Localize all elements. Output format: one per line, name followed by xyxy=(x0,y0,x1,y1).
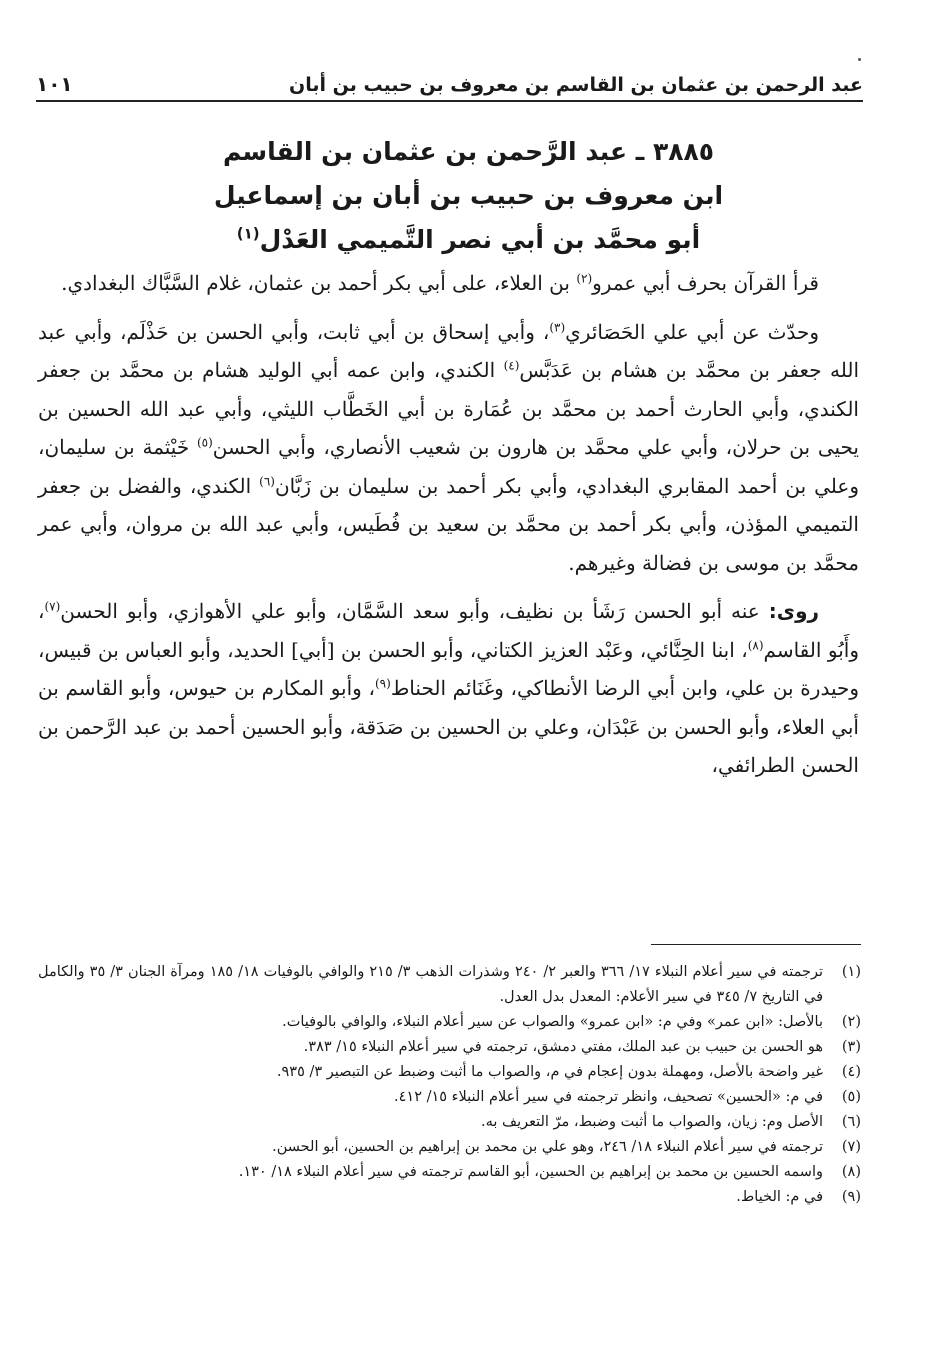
p3-text-a: عنه أبو الحسن رَشَأ بن نظيف، وأبو سعد السَّمَّان، وأبو علي الأهوازي، وأبو الحسن xyxy=(60,599,769,623)
p2-text-a: وحدّث عن أبي علي الحَصَائري xyxy=(565,319,819,344)
paragraph-reading xyxy=(38,264,859,303)
p3-text-d: ، وأبو المكارم بن حيوس، وأبو القاسم بن أبي العلاء، وأبو الحسن بن عَبْدَان، وعلي بن الحسين بن صَدَقة، وأبو الحسين أحمد بن عبد الرَّحمن بن الحسن الطرائفي، xyxy=(38,676,859,777)
footnote-item xyxy=(38,1160,861,1185)
footnote-number: (٧) xyxy=(841,1139,861,1155)
paragraph-students xyxy=(38,592,859,785)
footnote-number: (٦) xyxy=(841,1114,861,1130)
footnote-item xyxy=(38,1085,861,1110)
footnote-number: (٢) xyxy=(841,1014,861,1030)
footnote-ref-3: (٣) xyxy=(549,319,566,334)
footnote-text: ترجمته في سير أعلام النبلاء ١٧/ ٣٦٦ والعبر ٢/ ٢٤٠ وشذرات الذهب ٣/ ٢١٥ والوافي بالوفيات ١٨/ ١٨٥ ومرآة الجنان ٣/ ٣٥ والكامل في التاريخ ٧/ ٣٤٥ في سير الأعلام: المعدل بدل العدل. xyxy=(38,964,824,1005)
footnote-text: هو الحسن بن حبيب بن عبد الملك، مفتي دمشق، ترجمته في سير أعلام النبلاء ١٥/ ٣٨٣. xyxy=(303,1039,823,1055)
footnote-ref-8: (٨) xyxy=(747,637,764,652)
paragraph-teachers xyxy=(38,313,859,583)
footnote-number: (١) xyxy=(841,964,861,980)
footnote-ref-9: (٩) xyxy=(374,676,391,691)
footnotes xyxy=(38,960,861,1210)
footnote-ref-4: (٤) xyxy=(503,358,520,373)
footnote-text: ترجمته في سير أعلام النبلاء ١٨/ ٢٤٦، وهو علي بن محمد بن إبراهيم بن الحسين، أبو الحسن. xyxy=(272,1139,823,1155)
footnote-item xyxy=(38,1060,861,1085)
footnote-text: في م: الخياط. xyxy=(736,1189,823,1205)
heading-line-1: ٣٨٨٥ ـ عبد الرَّحمن بن عثمان بن القاسم xyxy=(222,137,715,166)
heading-line-2: ابن معروف بن حبيب بن أبان بن إسماعيل xyxy=(213,181,724,210)
footnote-number: (٩) xyxy=(841,1189,861,1205)
p3-lead: روى: xyxy=(768,599,820,623)
footnote-text: غير واضحة بالأصل، ومهملة بدون إعجام في م، والصواب ما أثبت وضبط عن التبصير ٣/ ٩٣٥. xyxy=(276,1064,823,1080)
heading-line-3-text: أبو محمَّد بن أبي نصر التَّميمي العَدْل xyxy=(259,225,701,254)
scan-speck xyxy=(858,58,861,61)
footnote-item xyxy=(38,960,861,1010)
footnote-ref-7: (٧) xyxy=(44,599,61,614)
body-text xyxy=(38,264,859,795)
footnote-number: (٤) xyxy=(841,1064,861,1080)
running-title: عبد الرحمن بن عثمان بن القاسم بن معروف بن حبيب بن أبان xyxy=(289,74,863,96)
p3-text-b: ، وأَبُو القاسم xyxy=(38,599,859,662)
entry-heading xyxy=(60,130,877,262)
page-number: ١٠١ xyxy=(36,72,73,96)
running-header xyxy=(36,62,863,102)
footnote-item xyxy=(38,1135,861,1160)
footnote-item xyxy=(38,1185,861,1210)
p1-text-a: قرأ القرآن بحرف أبي عمرو xyxy=(592,271,819,295)
footnote-ref-6: (٦) xyxy=(259,473,275,488)
p2-text-d: خَيْثمة بن سليمان، وعلي بن أحمد المقابري البغدادي، وأبي بكر أحمد بن سليمان بن زَبَّان xyxy=(38,435,859,498)
footnote-item xyxy=(38,1110,861,1135)
footnote-text: في م: «الحسين» تصحيف، وانظر ترجمته في سير أعلام النبلاء ١٥/ ٤١٢. xyxy=(394,1089,823,1105)
footnote-ref-2: (٢) xyxy=(576,271,593,286)
heading-line-3 xyxy=(60,218,877,262)
p3-text-c: ، ابنا الحِنَّائي، وعَبْد العزيز الكتاني، وأبو الحسن بن [أبي] الحديد، وأبو العباس بن قبيس، وحيدرة بن علي، وابن أبي الرضا الأنطاكي، وغَنَائم الحناط xyxy=(38,637,859,700)
footnote-ref-5: (٥) xyxy=(196,435,213,450)
p2-text-b: ، وأبي إسحاق بن أبي ثابت، وأبي الحسن بن حَذْلَم، وأبي عبد الله جعفر بن محمَّد بن هشام بن عَدَبَّس xyxy=(38,319,859,382)
p1-text-b: بن العلاء، على أبي بكر أحمد بن عثمان، غلام السَّبَّاك البغدادي. xyxy=(61,271,577,295)
footnote-number: (٥) xyxy=(841,1089,861,1105)
footnote-text: الأصل وم: زيان، والصواب ما أثبت وضبط، مرّ التعريف به. xyxy=(481,1114,823,1130)
footnote-text: بالأصل: «ابن عمر» وفي م: «ابن عمرو» والصواب عن سير أعلام النبلاء، والوافي بالوفيات. xyxy=(282,1014,823,1030)
footnote-number: (٨) xyxy=(841,1164,861,1180)
footnote-ref-1: (١) xyxy=(236,224,260,243)
p2-text-e: الكندي، والفضل بن جعفر التميمي المؤذن، وأبي بكر أحمد بن محمَّد بن سعيد بن فُطَيس، وأبي عبد الله بن مروان، وأبي عمر محمَّد بن موسى بن فضالة وغيرهم. xyxy=(38,473,859,575)
footnote-item xyxy=(38,1035,861,1060)
footnote-number: (٣) xyxy=(841,1039,861,1055)
p2-text-c: الكندي، وابن عمه أبي الوليد هشام بن محمَّد بن جعفر الكندي، وأبي الحارث أحمد بن محمَّد بن عُمَارة بن أبي الخَطَّاب الليثي، وأبي عبد الله الحسين بن يحيى بن حرلان، وأبي علي محمَّد بن هارون بن شعيب الأنصاري، وأبي الحسن xyxy=(38,358,860,459)
footnote-text: واسمه الحسين بن محمد بن إبراهيم بن الحسين، أبو القاسم ترجمته في سير أعلام النبلاء ١٨/ ١٣٠. xyxy=(238,1164,823,1180)
footnote-item xyxy=(38,1010,861,1035)
footnote-separator xyxy=(651,944,861,945)
